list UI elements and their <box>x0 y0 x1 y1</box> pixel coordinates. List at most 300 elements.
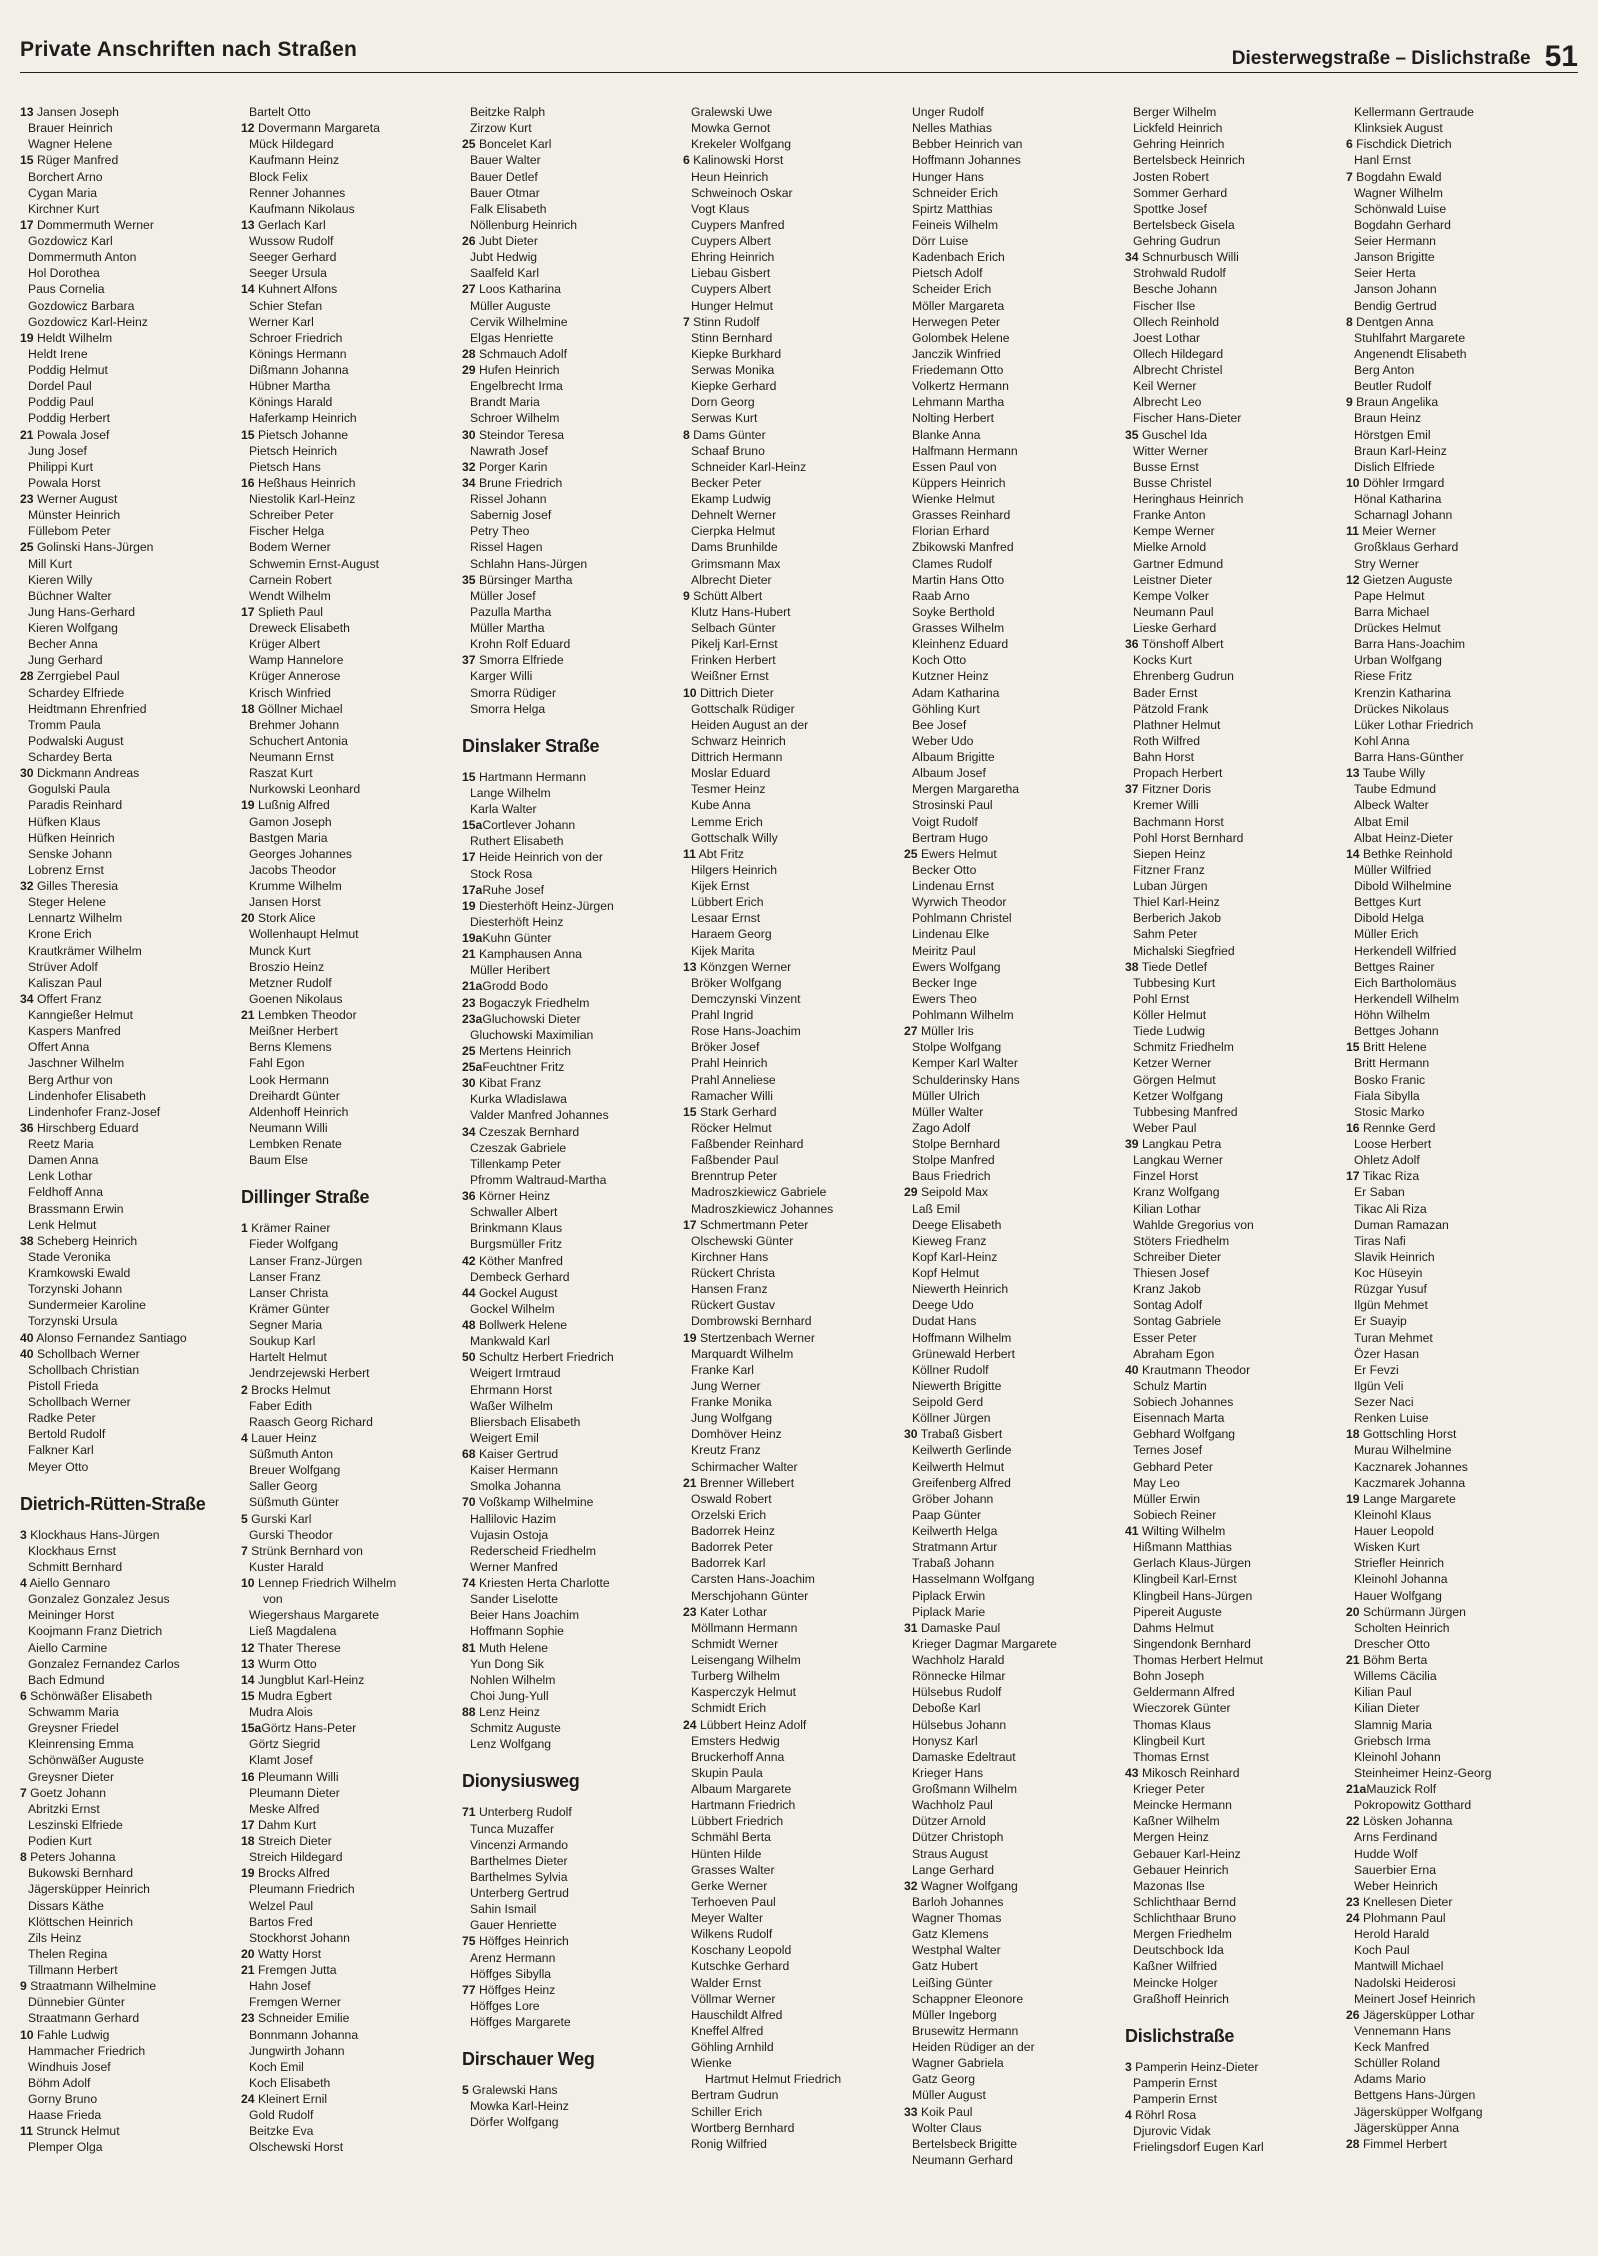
address-entry: 11 Abt Fritz <box>683 846 744 861</box>
address-entry: Duman Ramazan <box>1354 1217 1449 1232</box>
address-entry: Süßmuth Günter <box>249 1495 340 1510</box>
address-entry: Gonzalez Fernandez Carlos <box>28 1656 180 1671</box>
address-entry: Albeck Walter <box>1354 798 1429 813</box>
address-entry: Kutschke Gerhard <box>691 1959 790 1974</box>
address-entry: Herwegen Peter <box>912 314 1001 329</box>
address-entry: Soukup Karl <box>249 1334 316 1349</box>
address-entry: 34 Czeszak Bernhard <box>462 1124 580 1139</box>
address-entry: Carnein Robert <box>249 572 332 587</box>
address-entry: Dörr Luise <box>912 234 969 248</box>
address-entry: Beitzke Eva <box>249 2124 314 2139</box>
address-entry: Bettges Rainer <box>1354 959 1435 974</box>
address-entry: 10 Lennep Friedrich Wilhelm <box>241 1576 397 1590</box>
address-entry: Schulz Martin <box>1133 1378 1207 1393</box>
address-entry: Steinheimer Heinz-Georg <box>1354 1765 1492 1780</box>
address-entry: Franke Anton <box>1133 508 1206 523</box>
address-entry: Franke Monika <box>691 1395 772 1409</box>
address-entry: Greysner Friedel <box>28 1721 119 1736</box>
address-entry: Nelles Mathias <box>912 121 992 136</box>
address-entry: Großmann Wilhelm <box>912 1782 1017 1796</box>
address-entry: 74 Kriesten Herta Charlotte <box>462 1576 610 1590</box>
address-entry: Czeszak Gabriele <box>470 1140 567 1155</box>
address-entry: 12 Dovermann Margareta <box>241 121 380 136</box>
address-entry: 71 Unterberg Rudolf <box>462 1805 572 1820</box>
address-entry: Krohn Rolf Eduard <box>470 637 571 652</box>
address-entry: Grasses Walter <box>691 1862 775 1877</box>
address-entry: Gatz Georg <box>912 2072 975 2087</box>
address-entry: Engelbrecht Irma <box>470 379 563 394</box>
address-entry: Deege Elisabeth <box>912 1217 1002 1232</box>
address-entry: Sabernig Josef <box>470 508 552 523</box>
address-entry: Witter Werner <box>1133 443 1208 458</box>
address-entry: Dibold Wilhelmine <box>1354 879 1452 893</box>
address-entry: Koschany Leopold <box>691 1943 792 1958</box>
address-entry: Hoffmann Wilhelm <box>912 1330 1012 1345</box>
address-entry: Beitzke Ralph <box>470 105 546 119</box>
address-entry: 16 Heßhaus Heinrich <box>241 475 356 490</box>
column <box>904 104 1116 2168</box>
address-entry: Busse Ernst <box>1133 459 1199 474</box>
address-entry: Brinkmann Klaus <box>470 1221 563 1236</box>
address-entry: Lennartz Wilhelm <box>28 911 123 926</box>
address-entry: Bauer Walter <box>470 153 541 168</box>
address-entry: Jung Josef <box>28 443 87 458</box>
address-entry: Hol Dorothea <box>28 266 100 281</box>
address-entry: Marquardt Wilhelm <box>691 1346 794 1361</box>
address-entry: von <box>263 1592 283 1607</box>
address-entry: Werner Karl <box>249 314 314 329</box>
address-entry: Schreiber Peter <box>249 508 334 523</box>
address-entry: Ewers Wolfgang <box>912 959 1001 974</box>
address-entry: Leisengang Wilhelm <box>691 1653 801 1667</box>
address-entry: Torzynski Johann <box>28 1282 123 1297</box>
address-entry: Strohwald Rudolf <box>1133 266 1226 281</box>
address-entry: Zirzow Kurt <box>470 121 532 136</box>
address-entry: Herold Harald <box>1354 1927 1430 1942</box>
address-entry: Weißner Ernst <box>691 669 769 684</box>
address-entry: Raszat Kurt <box>249 766 313 781</box>
address-entry: Geldermann Alfred <box>1133 1685 1235 1700</box>
address-entry: Hartmann Friedrich <box>691 1798 796 1813</box>
address-entry: Bertelsbeck Brigitte <box>912 2136 1017 2151</box>
address-entry: Dudat Hans <box>912 1314 977 1329</box>
address-entry: Hartmut Helmut Friedrich <box>705 2072 842 2087</box>
address-entry: Scharnagl Johann <box>1354 508 1453 523</box>
address-entry: Er Saban <box>1354 1185 1405 1200</box>
address-entry: Strosinski Paul <box>912 798 993 813</box>
address-entry: Kemper Karl Walter <box>912 1056 1018 1071</box>
address-entry: Kaczmarek Johanna <box>1354 1475 1466 1490</box>
address-entry: Neumann Ernst <box>249 750 334 764</box>
address-entry: Greysner Dieter <box>28 1769 115 1784</box>
address-entry: Albaum Josef <box>912 766 986 781</box>
address-entry: 18 Gottschling Horst <box>1346 1427 1457 1442</box>
address-entry: Özer Hasan <box>1354 1346 1420 1361</box>
address-entry: Kilian Dieter <box>1354 1701 1420 1716</box>
address-entry: 25aFeuchtner Fritz <box>462 1060 565 1074</box>
address-entry: Prahl Ingrid <box>691 1008 754 1022</box>
address-entry: Schwarz Heinrich <box>691 733 786 748</box>
address-entry: 6 Schönwäßer Elisabeth <box>20 1688 153 1703</box>
address-entry: Wienke <box>691 2056 732 2071</box>
address-entry: 24 Plohmann Paul <box>1346 1911 1446 1925</box>
address-entry: Dittrich Hermann <box>691 750 783 764</box>
address-entry: 21 Kamphausen Anna <box>462 947 582 962</box>
address-entry: Dorn Georg <box>691 395 755 410</box>
address-entry: Wienke Helmut <box>912 492 995 506</box>
address-entry: Bodem Werner <box>249 540 331 555</box>
address-entry: Nadolski Heiderosi <box>1354 1975 1456 1990</box>
address-entry: Wendt Wilhelm <box>249 588 331 603</box>
address-entry: Saalfeld Karl <box>470 266 540 281</box>
address-entry: Janson Brigitte <box>1354 250 1435 265</box>
address-entry: Lindenhofer Elisabeth <box>28 1088 146 1103</box>
address-entry: 20 Watty Horst <box>241 1946 322 1961</box>
address-entry: Höffges Lore <box>470 1998 540 2013</box>
address-entry: Faßbender Reinhard <box>691 1137 804 1151</box>
address-entry: Köller Helmut <box>1133 1008 1207 1022</box>
address-entry: Albrecht Dieter <box>691 572 772 587</box>
address-entry: Fischer Helga <box>249 524 325 539</box>
address-entry: Meininger Horst <box>28 1608 115 1623</box>
address-entry: Hauschildt Alfred <box>691 2007 783 2022</box>
address-entry: Kijek Marita <box>691 943 755 958</box>
address-entry: Scheider Erich <box>912 282 992 297</box>
address-entry: Halfmann Hermann <box>912 443 1018 458</box>
address-entry: Ehrmann Horst <box>470 1382 552 1397</box>
address-entry: Georges Johannes <box>249 846 352 861</box>
column <box>1346 104 1558 2152</box>
address-entry: Gottschalk Rüdiger <box>691 701 795 716</box>
address-entry: Sander Liselotte <box>470 1592 559 1607</box>
address-entry: Westphal Walter <box>912 1943 1001 1958</box>
address-entry: Turan Mehmet <box>1354 1330 1433 1345</box>
address-entry: Brassmann Erwin <box>28 1201 124 1216</box>
address-entry: Streich Hildegard <box>249 1850 343 1865</box>
address-entry: Slamnig Maria <box>1354 1717 1432 1732</box>
address-entry: Schollbach Werner <box>28 1395 131 1409</box>
address-entry: Schiller Erich <box>691 2104 763 2119</box>
address-entry: Gozdowicz Karl <box>28 234 113 248</box>
address-entry: 3 Klockhaus Hans-Jürgen <box>20 1527 160 1542</box>
address-entry: 24 Lübbert Heinz Adolf <box>683 1717 807 1732</box>
address-entry: Göhling Arnhild <box>691 2040 774 2054</box>
address-entry: Eisennach Marta <box>1133 1411 1225 1426</box>
address-entry: Greifenberg Alfred <box>912 1475 1011 1490</box>
address-entry: 21 Fremgen Jutta <box>241 1963 337 1977</box>
address-entry: Heidtmann Ehrenfried <box>28 701 147 716</box>
address-entry: Arns Ferdinand <box>1354 1830 1438 1845</box>
address-entry: Albat Heinz-Dieter <box>1354 830 1453 845</box>
address-entry: Schmitt Bernhard <box>28 1559 123 1574</box>
address-entry: Keil Werner <box>1133 379 1197 394</box>
address-entry: 13 Gerlach Karl <box>241 217 326 232</box>
address-entry: Taube Edmund <box>1354 782 1436 797</box>
address-entry: Möller Margareta <box>912 298 1005 313</box>
address-entry: Thiesen Josef <box>1133 1266 1209 1280</box>
column <box>462 104 674 2131</box>
address-entry: Koojmann Franz Dietrich <box>28 1624 163 1639</box>
address-entry: Weigert Irmtraud <box>470 1366 561 1381</box>
address-entry: 15 Hartmann Hermann <box>462 769 586 784</box>
address-entry: Koch Elisabeth <box>249 2075 331 2090</box>
address-entry: 33 Koik Paul <box>904 2104 973 2119</box>
address-entry: Florian Erhard <box>912 524 990 539</box>
address-entry: Stolpe Manfred <box>912 1153 995 1168</box>
address-entry: Brandt Maria <box>470 395 540 410</box>
address-entry: 14 Kuhnert Alfons <box>241 282 338 297</box>
address-entry: Abritzki Ernst <box>28 1801 100 1816</box>
address-entry: Serwas Monika <box>691 363 775 377</box>
address-entry: Bartelt Otto <box>249 105 311 119</box>
address-entry: 18 Göllner Michael <box>241 701 343 716</box>
address-entry: Cierpka Helmut <box>691 524 775 539</box>
address-entry: 34 Schnurbusch Willi <box>1125 250 1239 265</box>
address-entry: Koc Hüseyin <box>1354 1266 1423 1280</box>
address-entry: Gonzalez Gonzalez Jesus <box>28 1592 170 1607</box>
address-entry: Kacznarek Johannes <box>1354 1459 1468 1474</box>
address-entry: Hißmann Matthias <box>1133 1540 1232 1555</box>
address-entry: Seeger Gerhard <box>249 250 337 265</box>
address-entry: 1 Krämer Rainer <box>241 1221 331 1236</box>
address-entry: Joest Lothar <box>1133 330 1201 345</box>
address-entry: Berg Arthur von <box>28 1072 113 1087</box>
address-entry: 23 Kater Lothar <box>683 1604 768 1619</box>
address-entry: Krüger Albert <box>249 637 321 652</box>
address-entry: Hallilovic Hazim <box>470 1511 557 1526</box>
address-entry: Ketzer Wolfgang <box>1133 1088 1223 1103</box>
address-entry: Krieger Dagmar Margarete <box>912 1636 1057 1651</box>
address-entry: Jung Wolfgang <box>691 1411 773 1426</box>
address-entry: 4 Aiello Gennaro <box>20 1576 111 1590</box>
address-entry: Pikelj Karl-Ernst <box>691 637 778 652</box>
address-entry: Seier Herta <box>1354 266 1416 281</box>
address-entry: Schardey Berta <box>28 750 113 764</box>
address-entry: Dehnelt Werner <box>691 508 777 523</box>
address-entry: Koch Emil <box>249 2059 304 2074</box>
address-entry: Smorra Helga <box>470 701 546 716</box>
address-entry: Block Felix <box>249 169 308 184</box>
address-entry: Lenk Helmut <box>28 1217 97 1232</box>
address-entry: Sontag Gabriele <box>1133 1314 1222 1329</box>
address-entry: 40 Schollbach Werner <box>20 1346 140 1361</box>
address-entry: Slavik Heinrich <box>1354 1249 1435 1264</box>
address-entry: Stock Rosa <box>470 866 533 881</box>
address-entry: Völlmar Werner <box>691 1991 776 2006</box>
address-entry: Meincke Holger <box>1133 1975 1218 1990</box>
address-entry: Heiden Rüdiger an der <box>912 2040 1035 2054</box>
address-entry: Gebauer Heinrich <box>1133 1862 1229 1877</box>
address-entry: 40 Krautmann Theodor <box>1125 1362 1251 1377</box>
address-entry: 20 Stork Alice <box>241 911 316 926</box>
address-entry: Honysz Karl <box>912 1733 978 1748</box>
address-entry: 15aCortlever Johann <box>462 818 576 833</box>
address-entry: Dörfer Wolfgang <box>470 2115 559 2130</box>
address-entry: Deege Udo <box>912 1298 974 1313</box>
address-entry: Wahlde Gregorius von <box>1133 1217 1254 1232</box>
address-entry: Britt Hermann <box>1354 1056 1430 1071</box>
address-entry: Heiden August an der <box>691 717 809 732</box>
address-entry: Bonnmann Johanna <box>249 2027 359 2042</box>
address-entry: Strüver Adolf <box>28 959 98 974</box>
address-entry: Hünten Hilde <box>691 1846 762 1861</box>
address-entry: 9 Straatmann Wilhelmine <box>20 1979 157 1994</box>
address-entry: Burgsmüller Fritz <box>470 1237 563 1252</box>
address-entry: Bogdahn Gerhard <box>1354 217 1451 232</box>
address-entry: 77 Höffges Heinz <box>462 1982 556 1997</box>
address-entry: Ohletz Adolf <box>1354 1153 1420 1168</box>
address-entry: Sundermeier Karoline <box>28 1298 146 1313</box>
address-entry: Bauer Otmar <box>470 185 540 200</box>
address-entry: Unger Rudolf <box>912 105 984 119</box>
address-entry: 19 Brocks Alfred <box>241 1866 330 1881</box>
address-entry: 17 Dahm Kurt <box>241 1817 317 1832</box>
address-entry: 9 Braun Angelika <box>1346 395 1439 410</box>
address-entry: Barloh Johannes <box>912 1894 1004 1909</box>
address-entry: 50 Schultz Herbert Friedrich <box>462 1350 614 1365</box>
address-entry: Pietsch Heinrich <box>249 443 338 458</box>
address-entry: Mill Kurt <box>28 556 73 571</box>
address-entry: Hunger Helmut <box>691 298 773 313</box>
address-entry: Mazonas Ilse <box>1133 1878 1205 1893</box>
address-entry: Becker Peter <box>691 475 762 490</box>
address-entry: Schmidt Werner <box>691 1636 779 1651</box>
page-number: 51 <box>1544 40 1578 73</box>
address-entry: Feldhoff Anna <box>28 1185 103 1200</box>
address-entry: Rissel Johann <box>470 492 547 506</box>
address-entry: 34 Offert Franz <box>20 991 102 1006</box>
address-entry: Riese Fritz <box>1354 669 1413 684</box>
address-entry: Kleinohl Johann <box>1354 1749 1441 1764</box>
address-entry: Mergen Heinz <box>1133 1830 1209 1845</box>
address-entry: Dissars Käthe <box>28 1898 104 1913</box>
address-entry: Wamp Hannelore <box>249 653 344 668</box>
address-entry: Jaschner Wilhelm <box>28 1056 125 1071</box>
address-entry: 21 Böhm Berta <box>1346 1653 1428 1667</box>
address-entry: Haferkamp Heinrich <box>249 411 357 426</box>
address-entry: Jungwirth Johann <box>249 2043 345 2058</box>
address-entry: Cuypers Manfred <box>691 217 785 232</box>
address-entry: Pätzold Frank <box>1133 701 1209 716</box>
address-entry: Piplack Erwin <box>912 1588 986 1603</box>
address-entry: Vennemann Hans <box>1354 2023 1451 2038</box>
address-entry: Ekamp Ludwig <box>691 492 771 506</box>
address-columns <box>20 104 1586 2184</box>
address-entry: Er Fevzi <box>1354 1362 1399 1377</box>
address-entry: 24 Kleinert Ernil <box>241 2092 328 2106</box>
address-entry: 37 Fitzner Doris <box>1125 782 1212 797</box>
address-entry: Stockhorst Johann <box>249 1930 350 1945</box>
address-entry: Gluchowski Maximilian <box>470 1027 594 1042</box>
address-entry: Fischer Hans-Dieter <box>1133 411 1242 426</box>
address-entry: Gerke Werner <box>691 1878 768 1893</box>
address-entry: Dreihardt Günter <box>249 1088 340 1103</box>
address-entry: 10 Dittrich Dieter <box>683 685 774 700</box>
address-entry: Barra Michael <box>1354 604 1430 619</box>
address-entry: Ilgün Veli <box>1354 1378 1404 1393</box>
address-entry: Podien Kurt <box>28 1834 92 1848</box>
address-entry: Wiegershaus Margarete <box>249 1608 380 1623</box>
address-entry: Gamon Joseph <box>249 814 332 829</box>
address-entry: Domhöver Heinz <box>691 1427 782 1442</box>
address-entry: Paradis Reinhard <box>28 798 123 813</box>
address-entry: Kanngießer Helmut <box>28 1008 133 1022</box>
address-entry: Pohl Ernst <box>1133 991 1190 1006</box>
address-entry: Stolpe Wolfgang <box>912 1040 1002 1055</box>
address-entry: Rückert Gustav <box>691 1298 775 1313</box>
address-entry: Tunca Muzaffer <box>470 1821 554 1836</box>
address-entry: Schmidt Erich <box>691 1701 767 1716</box>
address-entry: 10 Döhler Irmgard <box>1346 475 1445 490</box>
address-entry: Senske Johann <box>28 846 113 861</box>
address-entry: 14 Bethke Reinhold <box>1346 846 1453 861</box>
address-entry: Klingbeil Kurt <box>1133 1733 1205 1748</box>
address-entry: Kieweg Franz <box>912 1233 987 1248</box>
address-entry: Lemme Erich <box>691 814 763 829</box>
address-entry: Petry Theo <box>470 524 530 539</box>
address-entry: Poddig Herbert <box>28 411 110 426</box>
address-entry: Krieger Peter <box>1133 1782 1205 1796</box>
address-entry: Eich Bartholomäus <box>1354 975 1457 990</box>
address-entry: Schweinoch Oskar <box>691 185 793 200</box>
address-entry: Kopf Helmut <box>912 1266 980 1280</box>
address-entry: Bettges Kurt <box>1354 895 1422 910</box>
address-entry: Pietsch Adolf <box>912 266 983 281</box>
address-entry: Bröker Josef <box>691 1040 760 1055</box>
address-entry: Fahl Egon <box>249 1056 305 1071</box>
address-entry: Kube Anna <box>691 798 751 813</box>
address-entry: Müller Walter <box>912 1104 984 1119</box>
address-entry: Görtz Siegrid <box>249 1737 321 1752</box>
address-entry: Klingbeil Hans-Jürgen <box>1133 1588 1253 1603</box>
address-entry: Küppers Heinrich <box>912 475 1006 490</box>
address-entry: 7 Stinn Rudolf <box>683 314 760 329</box>
address-entry: Cuypers Albert <box>691 234 771 248</box>
address-entry: Nohlen Wilhelm <box>470 1672 556 1687</box>
address-entry: Dordel Paul <box>28 379 92 394</box>
address-entry: Plathner Helmut <box>1133 717 1221 732</box>
address-entry: Koch Paul <box>1354 1943 1410 1958</box>
address-entry: Lanser Christa <box>249 1285 329 1300</box>
street-heading: Dirschauer Weg <box>462 2049 595 2070</box>
address-entry: Jägersküpper Heinrich <box>28 1882 150 1897</box>
address-entry: 17 Dommermuth Werner <box>20 217 154 232</box>
address-entry: Kreutz Franz <box>691 1443 761 1458</box>
address-entry: Borchert Arno <box>28 169 103 184</box>
address-entry: Serwas Kurt <box>691 411 758 426</box>
address-entry: 13 Jansen Joseph <box>20 105 119 119</box>
address-entry: Hönal Katharina <box>1354 492 1442 506</box>
address-entry: Jägersküpper Wolfgang <box>1354 2104 1483 2119</box>
address-entry: Ruthert Elisabeth <box>470 834 564 849</box>
address-entry: Bettgens Hans-Jürgen <box>1354 2088 1476 2103</box>
address-entry: Füllebom Peter <box>28 524 111 539</box>
address-entry: Jacobs Theodor <box>249 862 337 877</box>
address-entry: Prahl Heinrich <box>691 1056 768 1071</box>
address-entry: Thomas Herbert Helmut <box>1133 1653 1264 1667</box>
address-entry: Klutz Hans-Hubert <box>691 604 791 619</box>
address-entry: 23 Schneider Emilie <box>241 2011 350 2026</box>
address-entry: Sahin Ismail <box>470 1902 537 1917</box>
address-entry: Bee Josef <box>912 717 967 732</box>
address-entry: Schwaller Albert <box>470 1205 558 1220</box>
address-entry: 36 Hirschberg Eduard <box>20 1120 139 1135</box>
address-entry: 20 Schürmann Jürgen <box>1346 1604 1466 1619</box>
address-entry: Böhm Adolf <box>28 2075 91 2090</box>
address-entry: Pohlmann Christel <box>912 911 1012 926</box>
address-entry: Barra Hans-Günther <box>1354 750 1464 764</box>
address-entry: Wyrwich Theodor <box>912 895 1007 910</box>
